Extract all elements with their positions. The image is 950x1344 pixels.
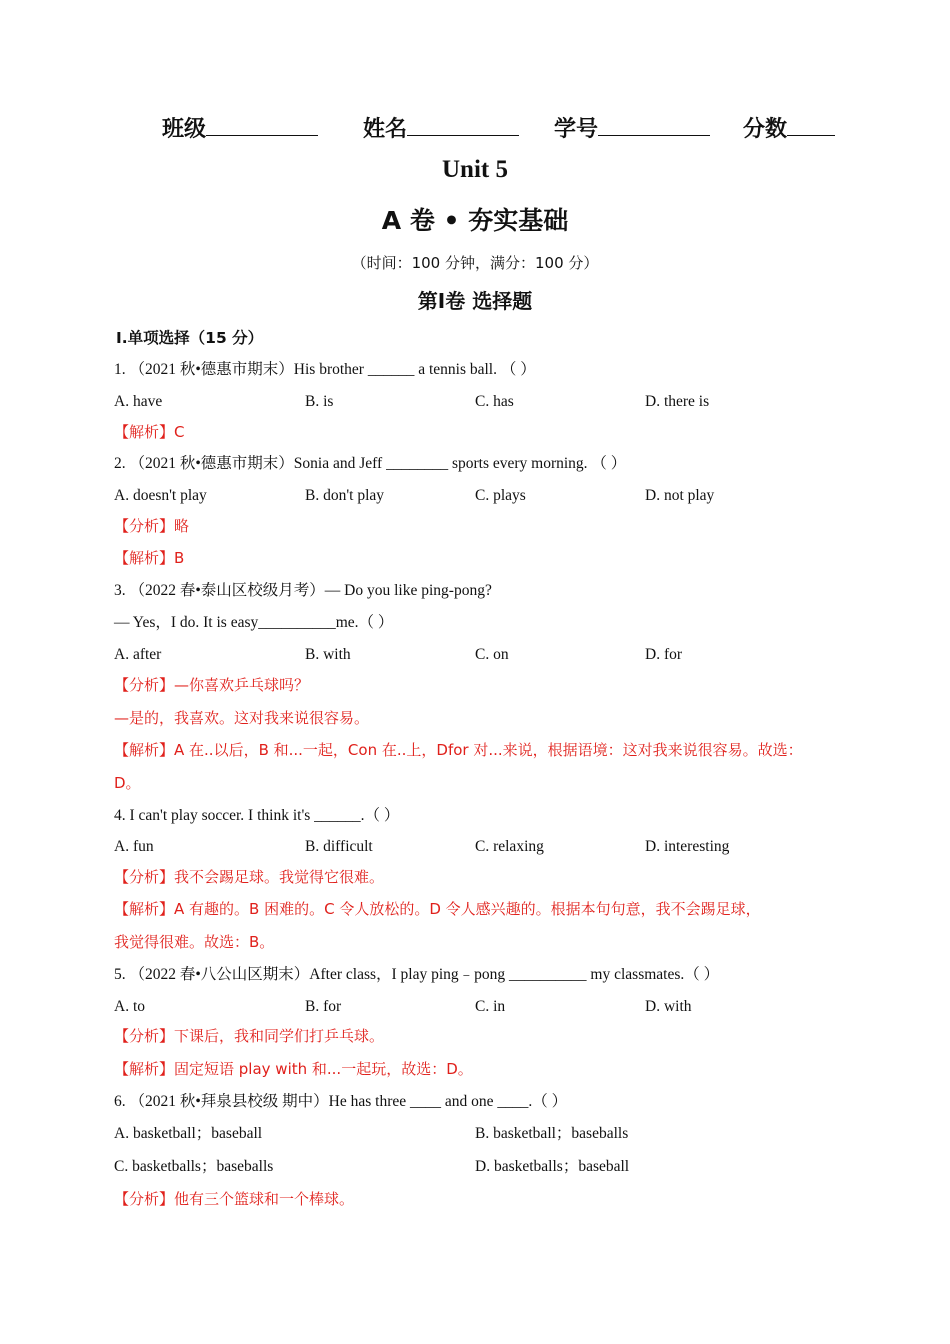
class-blank[interactable] (206, 113, 318, 136)
q6-option-d[interactable]: D. basketballs；baseball (475, 1158, 630, 1175)
q2-analysis: 【分析】略 (114, 517, 190, 535)
q5-explanation: 【解析】固定短语 play with 和...一起玩，故选：D。 (114, 1060, 473, 1078)
q2-option-c[interactable]: C. plays (475, 487, 526, 504)
section-a-title: A 卷 • 夯实基础 (381, 206, 569, 235)
question-5-stem: 5. （2022 春•八公山区期末）After class，I play ping﹣pong __________ my classmates.（ ） (114, 966, 720, 983)
q4-explanation: 【解析】A 有趣的。B 困难的。C 令人放松的。D 令人感兴趣的。根据本句句意，我不会踢足球， (114, 900, 761, 918)
q4-option-d[interactable]: D. interesting (645, 838, 730, 855)
unit-title: Unit 5 (442, 156, 508, 183)
q5-option-c[interactable]: C. in (475, 998, 506, 1015)
q6-analysis: 【分析】他有三个篮球和一个棒球。 (114, 1190, 355, 1208)
question-6-stem: 6. （2021 秋•拜泉县校级 期中）He has three ____ and one ____.（ ） (114, 1093, 568, 1110)
q2-option-b[interactable]: B. don't play (305, 487, 384, 504)
score-blank[interactable] (787, 113, 835, 136)
q6-option-b[interactable]: B. basketball；baseballs (475, 1125, 629, 1142)
class-label: 班级 (162, 117, 207, 142)
q6-option-c[interactable]: C. basketballs；baseballs (114, 1158, 274, 1175)
question-1-stem: 1. （2021 秋•德惠市期末）His brother ______ a tennis ball. （ ） (114, 361, 536, 378)
q4-option-a[interactable]: A. fun (114, 838, 154, 855)
score-label: 分数 (743, 117, 788, 142)
question-2-stem: 2. （2021 秋•德惠市期末）Sonia and Jeff ________ sports every morning. （ ） (114, 455, 627, 472)
part-one-title: 第Ⅰ卷 选择题 (417, 289, 533, 313)
q3-option-d[interactable]: D. for (645, 646, 683, 663)
student-id-label: 学号 (554, 117, 599, 142)
q3-explanation: 【解析】A 在..以后，B 和...一起，Con 在..上，Dfor 对...来说，根据语境：这对我来说很容易。故选： (114, 741, 803, 759)
q4-option-c[interactable]: C. relaxing (475, 838, 544, 855)
question-3-stem: 3. （2022 春•泰山区校级月考）— Do you like ping-pong? (114, 582, 492, 599)
class-field (162, 112, 318, 143)
question-3-stem-reply: — Yes，I do. It is easy__________me.（ ） (114, 614, 394, 631)
q4-explanation-2: 我觉得很难。故选：B。 (114, 933, 275, 951)
section-heading: Ⅰ.单项选择（15 分） (116, 329, 264, 347)
q1-option-c[interactable]: C. has (475, 393, 514, 410)
q2-explanation: 【解析】B (114, 549, 185, 567)
q1-explanation: 【解析】C (114, 423, 185, 441)
q3-option-b[interactable]: B. with (305, 646, 351, 663)
q6-option-a[interactable]: A. basketball；baseball (114, 1125, 263, 1142)
time-note: （时间：100 分钟，满分：100 分） (351, 254, 599, 272)
q5-option-d[interactable]: D. with (645, 998, 692, 1015)
q3-analysis: 【分析】—你喜欢乒乓球吗？ (114, 676, 310, 694)
q5-option-a[interactable]: A. to (114, 998, 145, 1015)
name-field (363, 112, 519, 143)
q1-option-b[interactable]: B. is (305, 393, 334, 410)
q4-analysis: 【分析】我不会踢足球。我觉得它很难。 (114, 868, 385, 886)
name-label: 姓名 (363, 117, 408, 142)
q1-option-a[interactable]: A. have (114, 393, 163, 410)
q3-option-a[interactable]: A. after (114, 646, 162, 663)
q3-option-c[interactable]: C. on (475, 646, 509, 663)
question-4-stem: 4. I can't play soccer. I think it's ______.（ ） (114, 807, 400, 824)
q4-option-b[interactable]: B. difficult (305, 838, 373, 855)
name-blank[interactable] (407, 113, 519, 136)
student-id-blank[interactable] (598, 113, 710, 136)
q5-analysis: 【分析】下课后，我和同学们打乒乓球。 (114, 1027, 385, 1045)
score-field (743, 112, 835, 143)
q3-analysis-2: —是的，我喜欢。这对我来说很容易。 (114, 709, 370, 727)
q5-option-b[interactable]: B. for (305, 998, 342, 1015)
q2-option-d[interactable]: D. not play (645, 487, 715, 504)
student-id-field (554, 112, 710, 143)
q3-explanation-2: D。 (114, 774, 141, 792)
q2-option-a[interactable]: A. doesn't play (114, 487, 207, 504)
student-info-row (0, 112, 950, 146)
q1-option-d[interactable]: D. there is (645, 393, 710, 410)
